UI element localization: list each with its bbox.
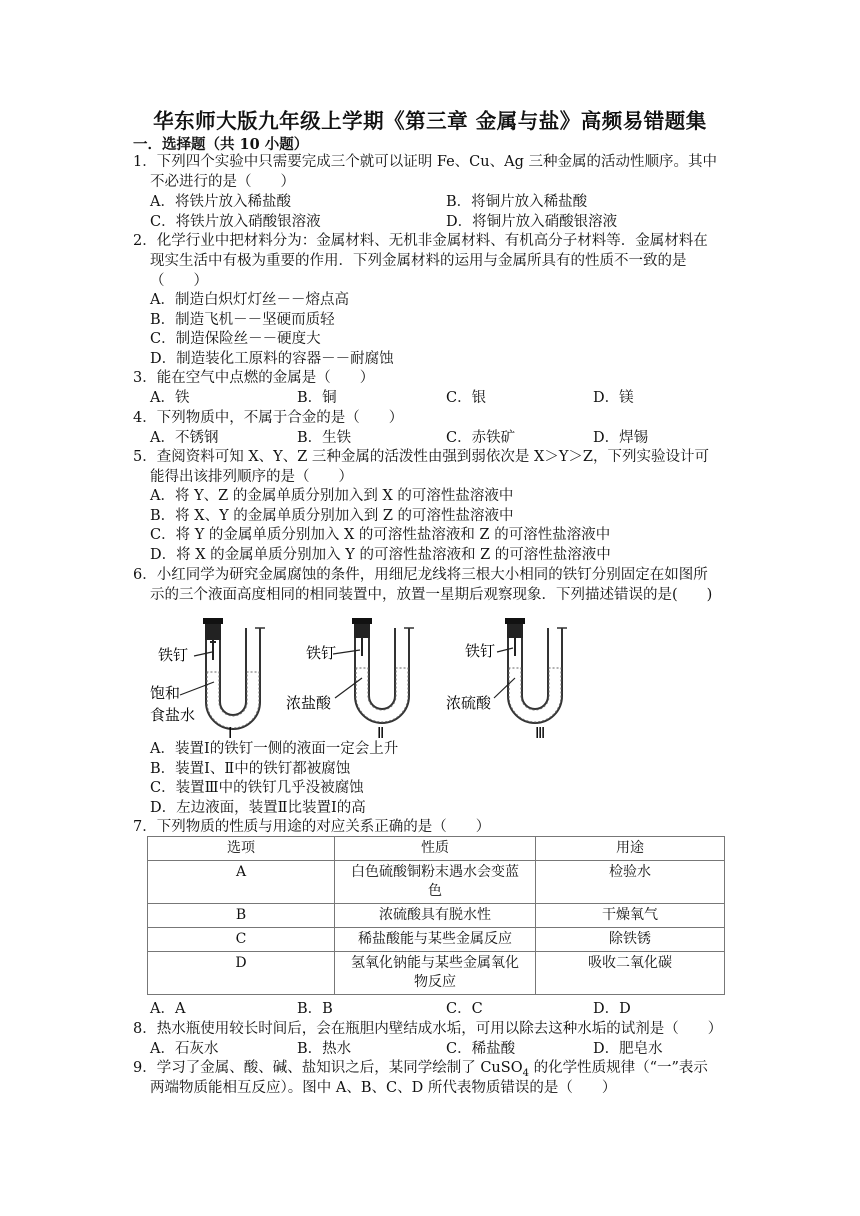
fig-liquid-label-1a: 饱和	[150, 685, 181, 702]
q9-text-part: 9．学习了金属、酸、碱、盐知识之后，某同学绘制了 CuSO	[133, 1060, 523, 1076]
q8-option-d: D．肥皂水	[593, 1041, 663, 1057]
q1-option-b: B．将铜片放入稀盐酸	[446, 194, 588, 210]
question-6-stem: 6．小红同学为研究金属腐蚀的条件，用细尼龙线将三根大小相同的铁钉分别固定在如图所	[133, 567, 708, 583]
table-cell: 稀盐酸能与某些金属反应	[335, 928, 536, 952]
question-1-stem-cont: 不必进行的是（ ）	[150, 174, 295, 190]
table-row	[148, 861, 725, 904]
u-tube-apparatus-figure	[150, 616, 610, 740]
q3-option-a: A．铁	[150, 390, 190, 406]
table-row	[148, 904, 725, 928]
fig-numeral-3: Ⅲ	[535, 725, 546, 740]
fig-nail-label-2: 铁钉	[306, 645, 337, 662]
fig-nail-label-3: 铁钉	[465, 643, 496, 660]
q6-option-a: A．装置Ⅰ的铁钉一侧的液面一定会上升	[150, 741, 399, 757]
q1-option-c: C．将铁片放入硝酸银溶液	[150, 214, 321, 230]
q5-option-d: D．将 X 的金属单质分别加入 Y 的可溶性盐溶液和 Z 的可溶性盐溶液中	[150, 547, 611, 563]
q1-option-d: D．将铜片放入硝酸银溶液	[446, 214, 618, 230]
fig-liquid-label-3: 浓硫酸	[446, 695, 492, 712]
q2-option-a: A．制造白炽灯灯丝－－熔点高	[150, 292, 349, 308]
q8-option-c: C．稀盐酸	[446, 1041, 516, 1057]
table-header-cell: 选项	[148, 837, 335, 861]
table-header-row	[148, 837, 725, 861]
q3-option-d: D．镁	[593, 390, 634, 406]
apparatus-2	[286, 618, 414, 740]
q9-subscript: 4	[522, 1067, 529, 1079]
q1-option-a: A．将铁片放入稀盐酸	[150, 194, 291, 210]
table-cell: 检验水	[536, 861, 725, 904]
q6-option-c: C．装置Ⅲ中的铁钉几乎没被腐蚀	[150, 780, 364, 796]
fig-nail-label-1: 铁钉	[158, 647, 189, 664]
q7-option-c: C．C	[446, 1001, 483, 1017]
q7-option-d: D．D	[593, 1001, 631, 1017]
question-2-stem: 2．化学行业中把材料分为：金属材料、无机非金属材料、有机高分子材料等．金属材料在	[133, 233, 708, 249]
fig-numeral-2: Ⅱ	[377, 725, 385, 740]
section-heading: 一．选择题（共 10 小题）	[133, 136, 309, 153]
apparatus-3	[446, 618, 567, 740]
page-title: 华东师大版九年级上学期《第三章 金属与盐》高频易错题集	[153, 109, 707, 133]
q2-option-b: B．制造飞机－－坚硬而质轻	[150, 312, 335, 328]
q2-option-d: D．制造装化工原料的容器－－耐腐蚀	[150, 351, 394, 367]
question-3-stem: 3．能在空气中点燃的金属是（ ）	[133, 370, 375, 386]
cell-line: 氢氧化钠能与某些金属氧化	[351, 955, 519, 971]
table-cell	[335, 861, 536, 904]
question-7-stem: 7．下列物质的性质与用途的对应关系正确的是（ ）	[133, 819, 491, 835]
apparatus-1	[150, 618, 265, 740]
table-cell	[335, 952, 536, 995]
q7-option-a: A．A	[150, 1001, 186, 1017]
q4-option-a: A．不锈钢	[150, 430, 219, 446]
table-cell: 干燥氧气	[536, 904, 725, 928]
table-cell: B	[148, 904, 335, 928]
question-4-stem: 4．下列物质中，不属于合金的是（ ）	[133, 410, 404, 426]
q4-option-c: C．赤铁矿	[446, 430, 516, 446]
table-cell: D	[148, 952, 335, 995]
table-row	[148, 928, 725, 952]
table-header-cell: 用途	[536, 837, 725, 861]
q9-text-part: 的化学性质规律（“一”表示	[528, 1060, 708, 1076]
question-6-stem-cont: 示的三个液面高度相同的相同装置中，放置一星期后观察现象．下列描述错误的是( )	[150, 587, 713, 603]
cell-line: 物反应	[414, 974, 456, 990]
table-cell: 除铁锈	[536, 928, 725, 952]
table-cell: A	[148, 861, 335, 904]
q7-table	[147, 836, 725, 995]
q2-option-c: C．制造保险丝－－硬度大	[150, 331, 321, 347]
question-9-stem-cont: 两端物质能相互反应）。图中 A、B、C、D 所代表物质错误的是（ ）	[150, 1080, 617, 1096]
q8-option-b: B．热水	[297, 1041, 352, 1057]
question-2-stem-cont: 现实生活中有极为重要的作用．下列金属材料的运用与金属所具有的性质不一致的是	[150, 253, 687, 269]
fig-liquid-label-1b: 食盐水	[150, 707, 196, 724]
q5-option-b: B．将 X、Y 的金属单质分别加入到 Z 的可溶性盐溶液中	[150, 508, 514, 524]
fig-numeral-1: Ⅰ	[228, 725, 233, 740]
q4-option-d: D．焊锡	[593, 430, 649, 446]
q8-option-a: A．石灰水	[150, 1041, 219, 1057]
q5-option-a: A．将 Y、Z 的金属单质分别加入到 X 的可溶性盐溶液中	[150, 488, 514, 504]
table-row	[148, 952, 725, 995]
q6-option-d: D．左边液面，装置Ⅱ比装置Ⅰ的高	[150, 800, 366, 816]
question-1-stem: 1．下列四个实验中只需要完成三个就可以证明 Fe、Cu、Ag 三种金属的活动性顺序。其中	[133, 154, 717, 170]
table-header-cell: 性质	[335, 837, 536, 861]
q7-option-b: B．B	[297, 1001, 333, 1017]
question-2-stem-cont2: （ ）	[150, 273, 208, 289]
question-8-stem: 8．热水瓶使用较长时间后，会在瓶胆内壁结成水垢，可用以除去这种水垢的试剂是（ ）	[133, 1021, 723, 1037]
table-cell: 吸收二氧化碳	[536, 952, 725, 995]
q3-option-c: C．银	[446, 390, 487, 406]
q3-option-b: B．铜	[297, 390, 337, 406]
q6-option-b: B．装置Ⅰ、Ⅱ中的铁钉都被腐蚀	[150, 761, 351, 777]
question-5-stem-cont: 能得出该排列顺序的是（ ）	[150, 469, 353, 485]
table-cell: 浓硫酸具有脱水性	[335, 904, 536, 928]
cell-line: 色	[428, 883, 442, 899]
question-5-stem: 5．查阅资料可知 X、Y、Z 三种金属的活泼性由强到弱依次是 X＞Y＞Z，下列实验设计可	[133, 449, 709, 465]
cell-line: 白色硫酸铜粉末遇水会变蓝	[351, 864, 519, 880]
fig-liquid-label-2: 浓盐酸	[286, 695, 332, 712]
q5-option-c: C．将 Y 的金属单质分别加入 X 的可溶性盐溶液和 Z 的可溶性盐溶液中	[150, 527, 611, 543]
q4-option-b: B．生铁	[297, 430, 352, 446]
table-cell: C	[148, 928, 335, 952]
